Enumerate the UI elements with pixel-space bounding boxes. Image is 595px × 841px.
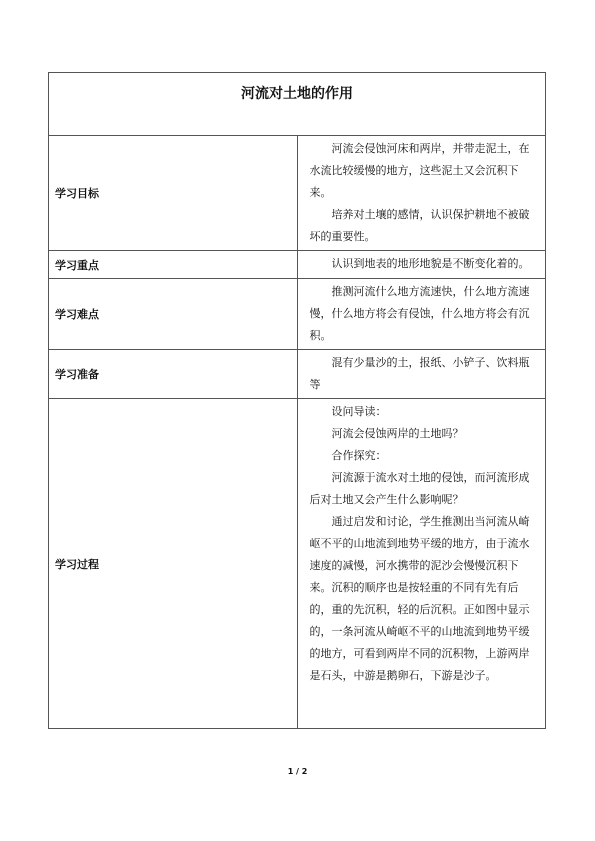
- title-cell: [49, 73, 546, 136]
- row-preparation: [49, 350, 546, 399]
- row-content: [297, 279, 546, 350]
- row-paragraph: 合作探究：: [331, 449, 387, 462]
- title-row: [49, 73, 546, 136]
- row-paragraph: 培养对土壤的感情，认识保护耕地不被破坏的重要性。: [309, 208, 530, 243]
- row-key-points: [49, 251, 546, 279]
- row-paragraph: 推测河流什么地方流速快，什么地方流速慢，什么地方将会有侵蚀，什么地方将会有沉积。: [309, 285, 530, 342]
- page-number: 1 / 2: [287, 767, 308, 776]
- row-content: [297, 399, 546, 729]
- document-title: 河流对土地的作用: [241, 86, 353, 102]
- row-content: [297, 251, 546, 279]
- row-label: 学习重点: [49, 251, 298, 279]
- row-paragraph: 通过启发和讨论，学生推测出当河流从崎岖不平的山地流到地势平缓的地方，由于流水速度的减慢，河水携带的泥沙会慢慢沉积下来。沉积的顺序也是按轻重的不同有先有后的，重的先沉积，轻的后沉积。正如图中显示的，一条河流从崎岖不平的山地流到地势平缓的地方，可看到两岸不同的沉积物，上游两岸是石头，中游是鹅卵石，下游是沙子。: [309, 515, 530, 682]
- lesson-plan-sheet: [48, 72, 546, 729]
- row-difficulties: [49, 279, 546, 350]
- row-paragraph: 认识到地表的地形地貌是不断变化着的。: [331, 257, 530, 270]
- row-paragraph: 河流源于流水对土地的侵蚀，而河流形成后对土地又会产生什么影响呢？: [309, 471, 530, 506]
- row-learning-goals: [49, 136, 546, 251]
- row-label: 学习难点: [49, 279, 298, 350]
- row-paragraph: 河流会侵蚀两岸的土地吗？: [331, 427, 464, 440]
- row-label: 学习过程: [49, 399, 298, 729]
- row-label: 学习目标: [49, 136, 298, 251]
- row-paragraph: 河流会侵蚀河床和两岸，并带走泥土，在水流比较缓慢的地方，这些泥土又会沉积下来。: [309, 142, 530, 199]
- row-content: [297, 350, 546, 399]
- row-paragraph: 混有少量沙的土，报纸、小铲子、饮料瓶等: [309, 356, 530, 391]
- row-paragraph: 设问导读：: [331, 405, 387, 418]
- row-content: [297, 136, 546, 251]
- lesson-plan-table: [48, 72, 546, 729]
- row-process: [49, 399, 546, 729]
- row-label: 学习准备: [49, 350, 298, 399]
